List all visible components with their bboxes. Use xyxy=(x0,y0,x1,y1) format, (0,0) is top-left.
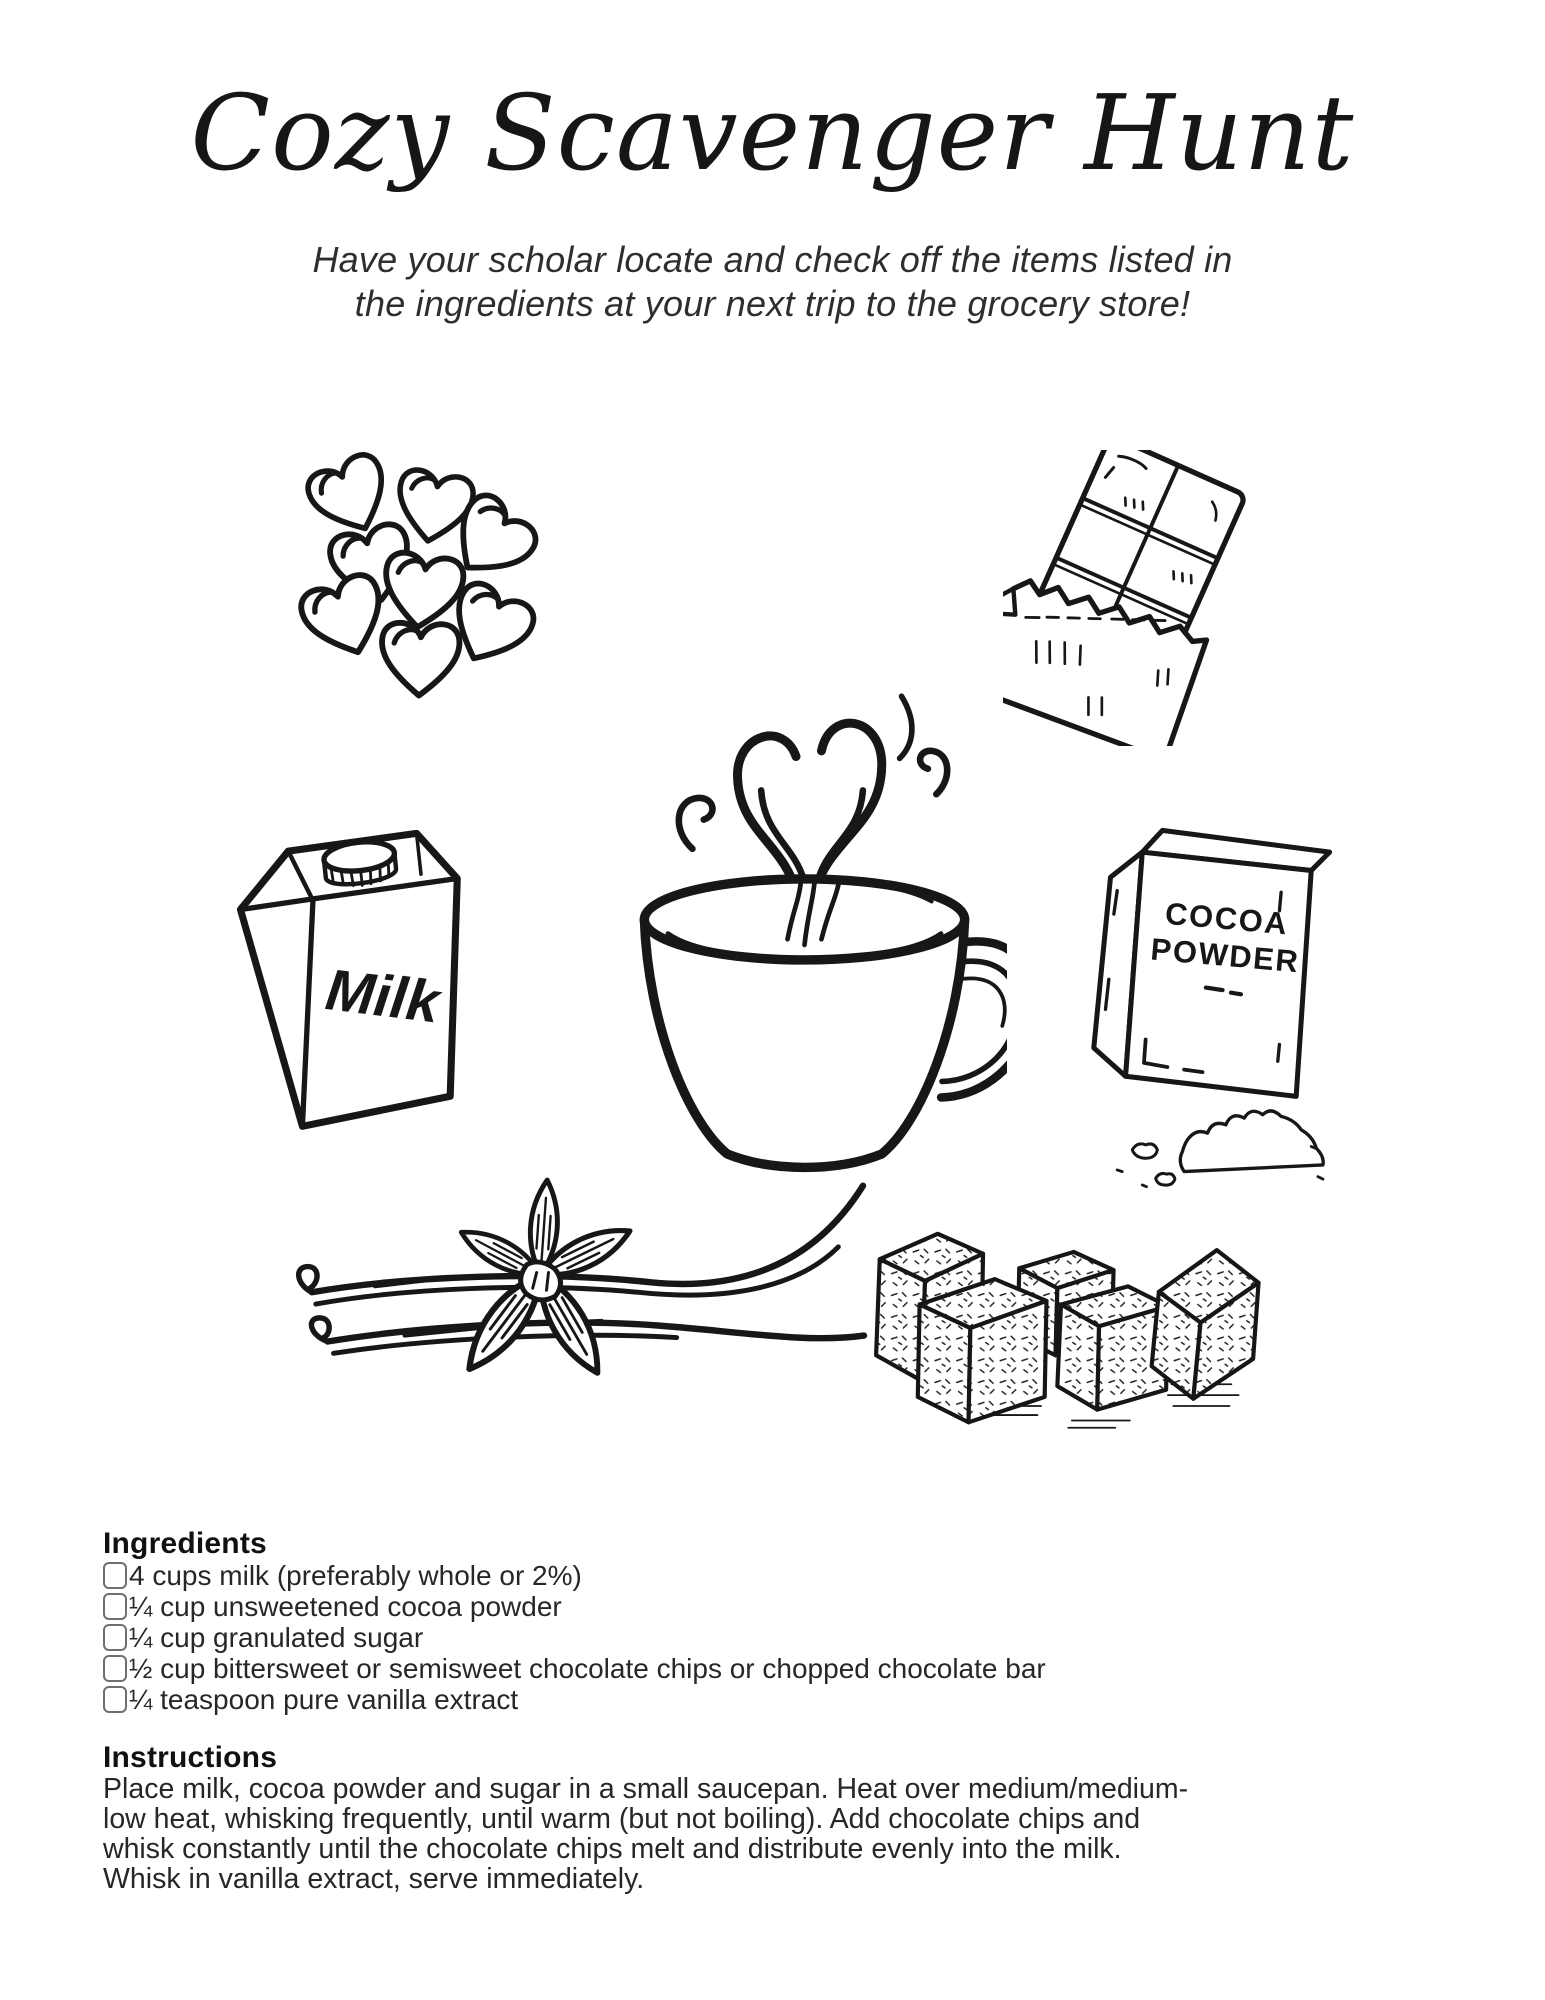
instructions-line: low heat, whisking frequently, until warm (but not boiling). Add chocolate chips and xyxy=(103,1803,1141,1835)
ingredient-checkbox[interactable] xyxy=(103,1593,127,1620)
ingredient-label: ¼ teaspoon pure vanilla extract xyxy=(129,1684,519,1715)
ingredient-item xyxy=(103,1560,1463,1591)
cocoa-label-line2: POWDER xyxy=(1149,931,1302,980)
ingredient-checkbox[interactable] xyxy=(103,1655,127,1682)
ingredients-heading: Ingredients xyxy=(103,1527,267,1560)
instructions-section xyxy=(103,1742,1463,1894)
ingredient-item xyxy=(103,1653,1463,1684)
chocolate-bar-illustration xyxy=(1003,450,1259,746)
chocolate-hearts-illustration xyxy=(286,433,551,709)
mug-illustration xyxy=(602,572,1007,1217)
vanilla-illustration xyxy=(286,1168,878,1378)
ingredient-item xyxy=(103,1622,1463,1653)
ingredient-item xyxy=(103,1591,1463,1622)
ingredient-label: ½ cup bittersweet or semisweet chocolate chips or chopped chocolate bar xyxy=(129,1653,1046,1684)
milk-carton-illustration xyxy=(198,758,490,1146)
ingredient-checkbox[interactable] xyxy=(103,1686,127,1713)
ingredient-label: ¼ cup granulated sugar xyxy=(129,1622,424,1653)
instructions-line: Whisk in vanilla extract, serve immediately. xyxy=(103,1863,645,1895)
subtitle-line-1: Have your scholar locate and check off the items listed in xyxy=(312,239,1233,280)
ingredient-label: 4 cups milk (preferably whole or 2%) xyxy=(129,1560,582,1591)
ingredient-checkbox[interactable] xyxy=(103,1562,127,1589)
ingredient-checkbox[interactable] xyxy=(103,1624,127,1651)
instructions-line: whisk constantly until the chocolate chips melt and distribute evenly into the milk. xyxy=(103,1833,1122,1865)
cocoa-powder-illustration xyxy=(1062,812,1338,1190)
ingredient-label: ¼ cup unsweetened cocoa powder xyxy=(129,1591,562,1622)
ingredient-item xyxy=(103,1684,1463,1715)
page-title: Cozy Scavenger Hunt xyxy=(190,72,1355,194)
ingredients-section xyxy=(103,1528,1463,1715)
instructions-heading: Instructions xyxy=(103,1741,278,1774)
page-subtitle xyxy=(0,238,1545,326)
subtitle-line-2: the ingredients at your next trip to the grocery store! xyxy=(354,283,1191,324)
cocoa-label-line1: COCOA xyxy=(1163,895,1290,942)
instructions-line: Place milk, cocoa powder and sugar in a small saucepan. Heat over medium/medium- xyxy=(103,1773,1189,1805)
sugar-cubes-illustration xyxy=(845,1203,1267,1435)
milk-label: Milk xyxy=(322,957,443,1036)
